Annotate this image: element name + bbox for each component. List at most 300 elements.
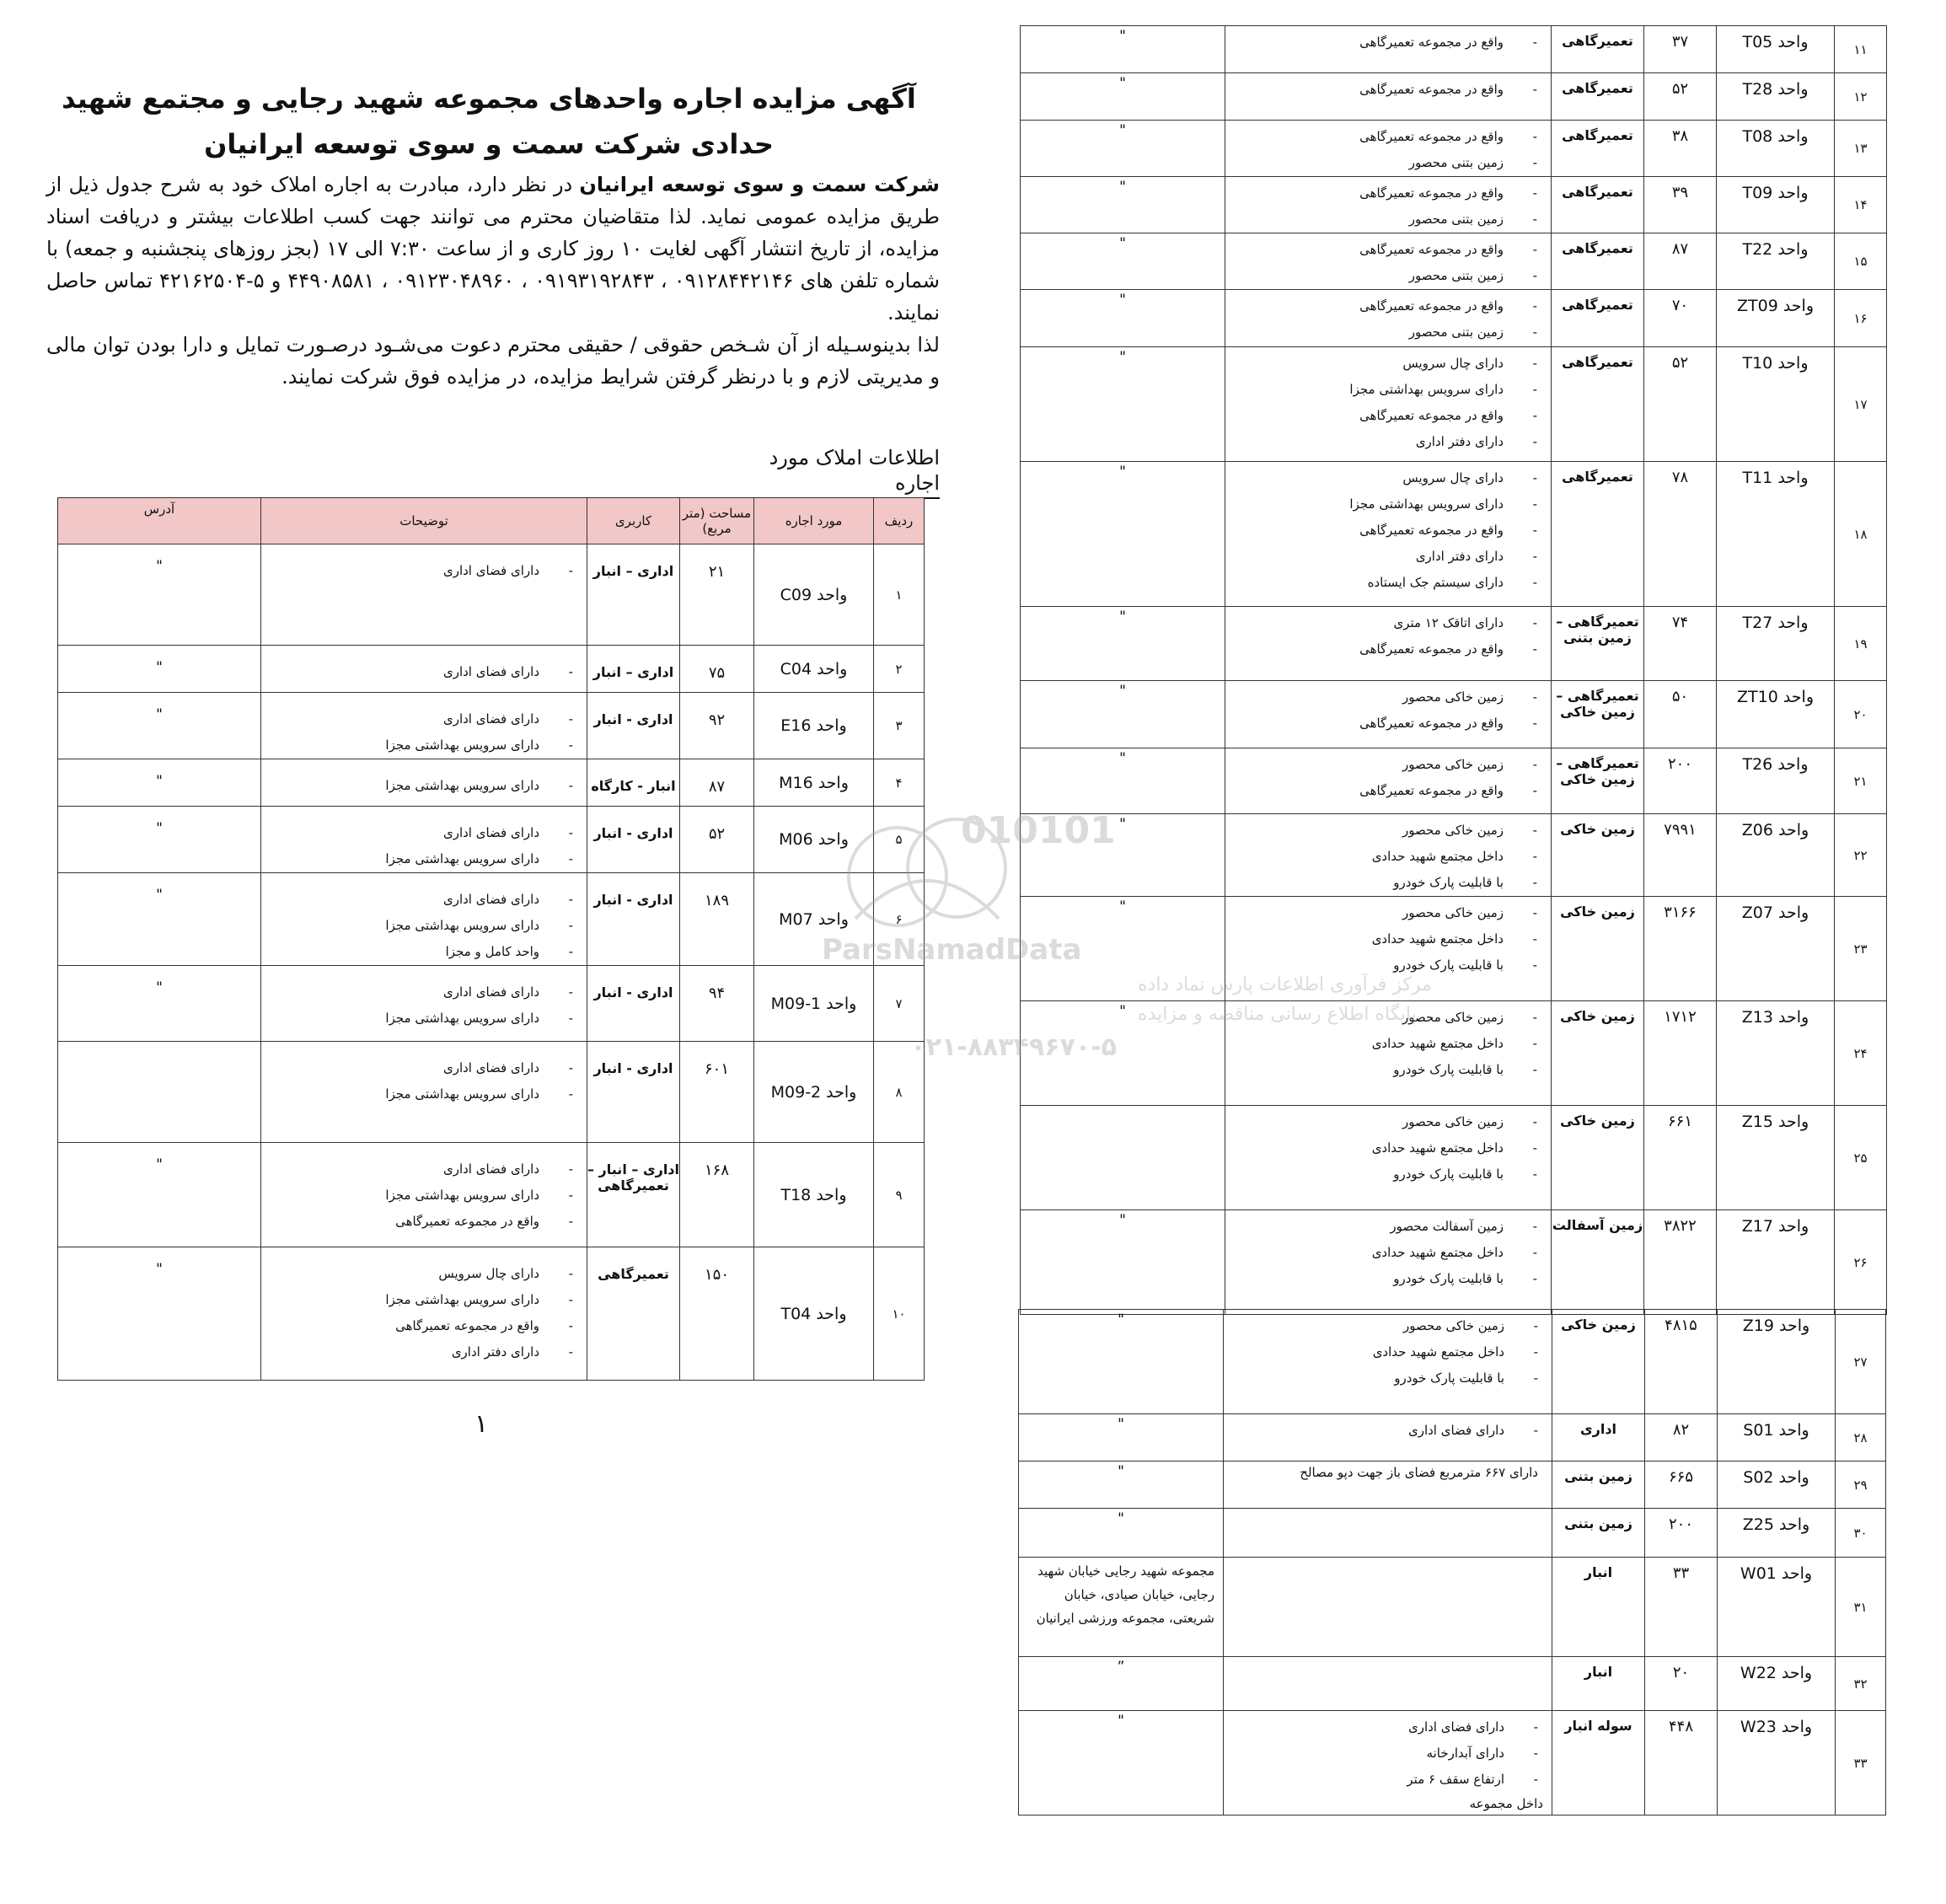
table-row bbox=[1021, 233, 1887, 290]
watermark-phone: ۰۲۱-۸۸۳۴۹۶۷۰-۵ bbox=[910, 1032, 1117, 1062]
unit-address: " bbox=[1021, 347, 1225, 462]
description-item: - زمین خاکی محصور bbox=[1232, 900, 1504, 926]
description-item: - دارای فضای اداری bbox=[268, 706, 539, 732]
notice-intro bbox=[46, 169, 940, 393]
unit-address: " bbox=[1019, 1509, 1224, 1558]
unit-usage: اداری - انبار bbox=[587, 1042, 680, 1143]
unit-usage: اداری bbox=[1552, 1414, 1645, 1462]
rental-unit: واحد T26 bbox=[1717, 748, 1835, 814]
unit-area: ۹۴ bbox=[680, 966, 754, 1042]
unit-area: ۲۱ bbox=[680, 544, 754, 646]
unit-area: ۴۴۸ bbox=[1645, 1711, 1718, 1816]
description-list bbox=[1232, 124, 1504, 176]
unit-description bbox=[1225, 814, 1552, 897]
unit-description bbox=[261, 759, 587, 807]
table-row bbox=[58, 807, 925, 873]
unit-area: ۷۰ bbox=[1644, 290, 1717, 347]
description-list bbox=[1232, 237, 1504, 289]
description-item: - دارای سرویس بهداشتی مجزا bbox=[268, 846, 539, 872]
unit-usage: زمین بتنی bbox=[1552, 1462, 1645, 1509]
unit-description bbox=[1225, 607, 1552, 681]
table-row bbox=[58, 759, 925, 807]
rental-unit: واحد M06 bbox=[754, 807, 874, 873]
description-item: - با قابلیت پارک خودرو bbox=[1232, 1266, 1504, 1292]
row-number: ۱۳ bbox=[1835, 121, 1887, 177]
table-row bbox=[58, 646, 925, 693]
row-number: ۱۵ bbox=[1835, 233, 1887, 290]
property-table-left bbox=[57, 497, 925, 1381]
unit-address: " bbox=[58, 807, 261, 873]
description-item: - دارای دفتر اداری bbox=[1232, 544, 1504, 570]
unit-area: ۸۷ bbox=[1644, 233, 1717, 290]
unit-usage: اداری – انبار – تعمیرگاهی bbox=[587, 1143, 680, 1247]
unit-area: ۵۲ bbox=[1644, 347, 1717, 462]
description-item: - دارای دفتر اداری bbox=[1232, 429, 1504, 455]
row-number: ۲۴ bbox=[1835, 1001, 1887, 1106]
unit-usage: انبار bbox=[1552, 1657, 1645, 1711]
description-list bbox=[268, 706, 539, 759]
description-list bbox=[1232, 77, 1504, 103]
row-number: ۱۰ bbox=[874, 1247, 925, 1381]
row-number: ۲۰ bbox=[1835, 681, 1887, 748]
description-list bbox=[1232, 1005, 1504, 1083]
table-row bbox=[1021, 73, 1887, 121]
description-list bbox=[268, 1055, 539, 1108]
description-item: - واقع در مجموعه تعمیرگاهی bbox=[1232, 518, 1504, 544]
unit-area: ۸۷ bbox=[680, 759, 754, 807]
description-item: - زمین بتنی محصور bbox=[1232, 319, 1504, 346]
description-list bbox=[1230, 1313, 1504, 1392]
row-number: ۲۹ bbox=[1836, 1462, 1886, 1509]
row-number: ۷ bbox=[874, 966, 925, 1042]
unit-description bbox=[1225, 1210, 1552, 1315]
description-list bbox=[1232, 465, 1504, 596]
unit-area: ۲۰۰ bbox=[1645, 1509, 1718, 1558]
description-list bbox=[1232, 610, 1504, 662]
description-list bbox=[1230, 1418, 1504, 1444]
description-item: - زمین بتنی محصور bbox=[1232, 150, 1504, 176]
table-row bbox=[1019, 1657, 1886, 1711]
row-number: ۱۴ bbox=[1835, 177, 1887, 233]
description-item: - زمین خاکی محصور bbox=[1232, 1109, 1504, 1135]
row-number: ۱۱ bbox=[1835, 26, 1887, 73]
description-item: - زمین خاکی محصور bbox=[1232, 818, 1504, 844]
description-item: - دارای فضای اداری bbox=[268, 820, 539, 846]
description-item: - واقع در مجموعه تعمیرگاهی bbox=[268, 1313, 539, 1339]
description-item: - واقع در مجموعه تعمیرگاهی bbox=[1232, 293, 1504, 319]
description-item: - دارای سرویس بهداشتی مجزا bbox=[268, 913, 539, 939]
description-item: - زمین خاکی محصور bbox=[1232, 684, 1504, 711]
description-item: - دارای سرویس بهداشتی مجزا bbox=[268, 1287, 539, 1313]
description-item: - دارای فضای اداری bbox=[1230, 1714, 1504, 1740]
description-item: - زمین خاکی محصور bbox=[1232, 752, 1504, 778]
unit-description bbox=[1225, 1106, 1552, 1210]
unit-area: ۳۹ bbox=[1644, 177, 1717, 233]
description-item: - داخل مجتمع شهید حدادی bbox=[1232, 1240, 1504, 1266]
row-number: ۵ bbox=[874, 807, 925, 873]
rental-unit: واحد Z17 bbox=[1717, 1210, 1835, 1315]
rental-unit: واحد Z15 bbox=[1717, 1106, 1835, 1210]
unit-address: " bbox=[1021, 177, 1225, 233]
unit-address: " bbox=[58, 693, 261, 759]
rental-unit: واحد T28 bbox=[1717, 73, 1835, 121]
table-row bbox=[1021, 290, 1887, 347]
rental-unit: واحد Z13 bbox=[1717, 1001, 1835, 1106]
unit-area: ۳۸ bbox=[1644, 121, 1717, 177]
row-number: ۸ bbox=[874, 1042, 925, 1143]
description-item: - واحد کامل و مجزا bbox=[268, 939, 539, 965]
description-item: - دارای سیستم جک ایستاده bbox=[1232, 570, 1504, 596]
header-area: مساحت (متر مربع) bbox=[680, 498, 754, 544]
unit-description bbox=[1225, 121, 1552, 177]
description-list bbox=[268, 1261, 539, 1365]
unit-address: " bbox=[1021, 73, 1225, 121]
unit-area: ۷۴ bbox=[1644, 607, 1717, 681]
description-item: - دارای فضای اداری bbox=[268, 887, 539, 913]
unit-usage: تعمیرگاهی – زمین خاکی bbox=[1552, 748, 1644, 814]
rental-unit: واحد T18 bbox=[754, 1143, 874, 1247]
unit-description bbox=[1224, 1657, 1552, 1711]
header-item: مورد اجاره bbox=[754, 498, 874, 544]
description-item: - واقع در مجموعه تعمیرگاهی bbox=[1232, 778, 1504, 804]
unit-area: ۷۸ bbox=[1644, 462, 1717, 607]
unit-description bbox=[1225, 73, 1552, 121]
table-row bbox=[58, 1247, 925, 1381]
unit-description bbox=[261, 807, 587, 873]
table-row bbox=[1019, 1509, 1886, 1558]
description-list bbox=[1232, 752, 1504, 804]
row-number: ۲۱ bbox=[1835, 748, 1887, 814]
unit-area: ۱۵۰ bbox=[680, 1247, 754, 1381]
unit-address: " bbox=[1019, 1462, 1224, 1509]
unit-address: " bbox=[1019, 1414, 1224, 1462]
description-item: - داخل مجتمع شهید حدادی bbox=[1232, 844, 1504, 870]
row-number: ۳۲ bbox=[1836, 1657, 1886, 1711]
unit-address: " bbox=[58, 1247, 261, 1381]
watermark-line1: مرکز فرآوری اطلاعات پارس نماد داده bbox=[1138, 974, 1432, 995]
description-list bbox=[1232, 684, 1504, 737]
unit-description bbox=[1224, 1509, 1552, 1558]
table-row bbox=[58, 693, 925, 759]
row-number: ۲ bbox=[874, 646, 925, 693]
description-list bbox=[1232, 1109, 1504, 1188]
unit-area: ۱۶۸ bbox=[680, 1143, 754, 1247]
rental-unit: واحد Z07 bbox=[1717, 897, 1835, 1001]
rental-unit: واحد Z25 bbox=[1718, 1509, 1836, 1558]
rental-unit: واحد ZT09 bbox=[1717, 290, 1835, 347]
rental-unit: واحد T09 bbox=[1717, 177, 1835, 233]
description-item: - دارای فضای اداری bbox=[268, 979, 539, 1006]
description-item: - دارای سرویس بهداشتی مجزا bbox=[268, 1183, 539, 1209]
description-list bbox=[1232, 1214, 1504, 1292]
property-table-right bbox=[1020, 25, 1887, 1315]
row-number: ۲۸ bbox=[1836, 1414, 1886, 1462]
unit-address: " bbox=[58, 873, 261, 966]
unit-usage: تعمیرگاهی bbox=[1552, 462, 1644, 607]
table-row bbox=[1021, 121, 1887, 177]
description-item: - با قابلیت پارک خودرو bbox=[1232, 952, 1504, 979]
table-row bbox=[1021, 347, 1887, 462]
unit-description bbox=[261, 1042, 587, 1143]
unit-description bbox=[261, 966, 587, 1042]
table-row bbox=[1021, 177, 1887, 233]
description-item: - واقع در مجموعه تعمیرگاهی bbox=[268, 1209, 539, 1235]
unit-address: " bbox=[1021, 233, 1225, 290]
unit-description bbox=[261, 646, 587, 693]
unit-area: ۶۶۱ bbox=[1644, 1106, 1717, 1210]
row-number: ۲۲ bbox=[1835, 814, 1887, 897]
unit-usage: زمین خاکی bbox=[1552, 1310, 1645, 1414]
header-address: آدرس bbox=[58, 498, 261, 544]
description-extra: داخل مجموعه bbox=[1469, 1796, 1543, 1811]
description-item: - واقع در مجموعه تعمیرگاهی bbox=[1232, 636, 1504, 662]
rental-unit: واحد M09-2 bbox=[754, 1042, 874, 1143]
unit-area: ۵۰ bbox=[1644, 681, 1717, 748]
row-number: ۶ bbox=[874, 873, 925, 966]
unit-address: " bbox=[1021, 681, 1225, 748]
description-item: - دارای سرویس بهداشتی مجزا bbox=[268, 1006, 539, 1032]
description-list bbox=[268, 659, 539, 685]
unit-area: ۱۷۱۲ bbox=[1644, 1001, 1717, 1106]
table-row bbox=[1019, 1414, 1886, 1462]
unit-description bbox=[261, 693, 587, 759]
unit-description bbox=[1225, 897, 1552, 1001]
unit-description bbox=[1224, 1462, 1552, 1509]
table-row bbox=[1021, 681, 1887, 748]
unit-description bbox=[1225, 1001, 1552, 1106]
unit-usage: اداری – انبار bbox=[587, 646, 680, 693]
description-item: - واقع در مجموعه تعمیرگاهی bbox=[1232, 237, 1504, 263]
rental-unit: واحد T05 bbox=[1717, 26, 1835, 73]
unit-address: " bbox=[1019, 1711, 1224, 1816]
unit-usage: اداری - انبار bbox=[587, 873, 680, 966]
notice-title: آگهی مزایده اجاره واحدهای مجموعه شهید رجایی و مجتمع شهید حدادی شرکت سمت و سوی توسعه ایرانیان bbox=[62, 83, 916, 160]
description-item: - دارای سرویس بهداشتی مجزا bbox=[268, 1081, 539, 1108]
unit-usage: سوله انبار bbox=[1552, 1711, 1645, 1816]
row-number: ۱۸ bbox=[1835, 462, 1887, 607]
row-number: ۳ bbox=[874, 693, 925, 759]
unit-area: ۳۳ bbox=[1645, 1558, 1718, 1657]
unit-usage: تعمیرگاهی bbox=[1552, 233, 1644, 290]
intro-company: شرکت سمت و سوی توسعه ایرانیان bbox=[579, 173, 940, 196]
description-item: - واقع در مجموعه تعمیرگاهی bbox=[1232, 29, 1504, 56]
description-list bbox=[268, 773, 539, 799]
unit-usage: تعمیرگاهی bbox=[1552, 290, 1644, 347]
row-number: ۲۳ bbox=[1835, 897, 1887, 1001]
unit-address: " bbox=[1021, 1001, 1225, 1106]
description-item: - زمین بتنی محصور bbox=[1232, 206, 1504, 233]
unit-usage: زمین خاکی bbox=[1552, 1001, 1644, 1106]
unit-description bbox=[261, 873, 587, 966]
description-item: - با قابلیت پارک خودرو bbox=[1232, 1057, 1504, 1083]
table-row bbox=[1019, 1558, 1886, 1657]
table-header-row bbox=[58, 498, 925, 544]
unit-address: " bbox=[58, 646, 261, 693]
unit-address: ” bbox=[1019, 1657, 1224, 1711]
unit-area: ۱۸۹ bbox=[680, 873, 754, 966]
unit-address: مجموعه شهید رجایی خیابان شهید رجایی، خیابان صیادی، خیابان شریعتی، مجموعه ورزشی ایرانیان bbox=[1019, 1558, 1224, 1657]
rental-unit: واحد W23 bbox=[1718, 1711, 1836, 1816]
rental-unit: واحد Z19 bbox=[1718, 1310, 1836, 1414]
description-item: - زمین خاکی محصور bbox=[1230, 1313, 1504, 1339]
description-item: - دارای سرویس بهداشتی مجزا bbox=[268, 773, 539, 799]
description-list bbox=[1232, 29, 1504, 56]
table-row bbox=[1021, 26, 1887, 73]
unit-address: " bbox=[1021, 26, 1225, 73]
unit-usage: تعمیرگاهی bbox=[1552, 26, 1644, 73]
table-row bbox=[1021, 1106, 1887, 1210]
table-row bbox=[1019, 1462, 1886, 1509]
unit-usage: انبار - کارگاه bbox=[587, 759, 680, 807]
description-list bbox=[268, 979, 539, 1032]
description-item: - داخل مجتمع شهید حدادی bbox=[1232, 1135, 1504, 1161]
unit-area: ۲۰ bbox=[1645, 1657, 1718, 1711]
row-number: ۱۷ bbox=[1835, 347, 1887, 462]
description-list bbox=[1232, 180, 1504, 233]
description-item: - دارای اتاقک ۱۲ متری bbox=[1232, 610, 1504, 636]
description-item: - دارای چال سرویس bbox=[1232, 351, 1504, 377]
rental-unit: واحد T04 bbox=[754, 1247, 874, 1381]
description-text: دارای ۶۶۷ مترمربع فضای باز جهت دپو مصالح bbox=[1300, 1465, 1538, 1480]
watermark-line2: پایگاه اطلاع رسانی مناقصه و مزایده bbox=[1138, 1004, 1417, 1025]
unit-area: ۳۷ bbox=[1644, 26, 1717, 73]
description-item: - داخل مجتمع شهید حدادی bbox=[1230, 1339, 1504, 1365]
table-row bbox=[58, 873, 925, 966]
description-list bbox=[268, 1156, 539, 1235]
table-row bbox=[1021, 607, 1887, 681]
unit-area: ۹۲ bbox=[680, 693, 754, 759]
row-number: ۲۵ bbox=[1835, 1106, 1887, 1210]
unit-area: ۶۰۱ bbox=[680, 1042, 754, 1143]
description-list bbox=[268, 820, 539, 872]
table-row bbox=[1021, 1001, 1887, 1106]
rental-unit: واحد S02 bbox=[1718, 1462, 1836, 1509]
unit-usage: اداری - انبار bbox=[587, 966, 680, 1042]
unit-area: ۵۲ bbox=[680, 807, 754, 873]
description-item: - داخل مجتمع شهید حدادی bbox=[1232, 926, 1504, 952]
unit-address: " bbox=[58, 1143, 261, 1247]
rental-unit: واحد M16 bbox=[754, 759, 874, 807]
row-number: ۳۰ bbox=[1836, 1509, 1886, 1558]
unit-address: " bbox=[1021, 290, 1225, 347]
unit-description bbox=[1225, 233, 1552, 290]
unit-description bbox=[1224, 1414, 1552, 1462]
description-list bbox=[268, 887, 539, 965]
description-item: - دارای سرویس بهداشتی مجزا bbox=[1232, 377, 1504, 403]
header-description: توضیحات bbox=[261, 498, 587, 544]
unit-usage: زمین خاکی bbox=[1552, 1106, 1644, 1210]
unit-address: " bbox=[1021, 462, 1225, 607]
unit-area: ۴۸۱۵ bbox=[1645, 1310, 1718, 1414]
rental-unit: واحد M07 bbox=[754, 873, 874, 966]
description-list bbox=[1232, 293, 1504, 346]
unit-description bbox=[1224, 1558, 1552, 1657]
unit-area: ۳۸۲۲ bbox=[1644, 1210, 1717, 1315]
rental-unit: واحد T11 bbox=[1717, 462, 1835, 607]
table-row bbox=[58, 1042, 925, 1143]
row-number: ۱۹ bbox=[1835, 607, 1887, 681]
unit-usage: زمین خاکی bbox=[1552, 814, 1644, 897]
unit-address: " bbox=[1019, 1310, 1224, 1414]
unit-description bbox=[1225, 748, 1552, 814]
description-item: - واقع در مجموعه تعمیرگاهی bbox=[1232, 403, 1504, 429]
description-item: - با قابلیت پارک خودرو bbox=[1232, 870, 1504, 896]
unit-area: ۷۵ bbox=[680, 646, 754, 693]
unit-address: " bbox=[1021, 607, 1225, 681]
unit-address bbox=[1021, 1106, 1225, 1210]
description-item: - دارای سرویس بهداشتی مجزا bbox=[268, 732, 539, 759]
table-row bbox=[58, 966, 925, 1042]
description-item: - واقع در مجموعه تعمیرگاهی bbox=[1232, 711, 1504, 737]
row-number: ۳۱ bbox=[1836, 1558, 1886, 1657]
rental-unit: واحد Z06 bbox=[1717, 814, 1835, 897]
rental-unit: واحد S01 bbox=[1718, 1414, 1836, 1462]
description-item: - واقع در مجموعه تعمیرگاهی bbox=[1232, 77, 1504, 103]
watermark-brand: ParsNamadData bbox=[822, 933, 1082, 967]
description-item: - واقع در مجموعه تعمیرگاهی bbox=[1232, 124, 1504, 150]
header-row: ردیف bbox=[874, 498, 925, 544]
unit-description bbox=[1225, 681, 1552, 748]
unit-usage: زمین آسفالت bbox=[1552, 1210, 1644, 1315]
row-number: ۲۷ bbox=[1836, 1310, 1886, 1414]
unit-description bbox=[1225, 462, 1552, 607]
unit-usage: انبار bbox=[1552, 1558, 1645, 1657]
unit-usage: تعمیرگاهی bbox=[1552, 121, 1644, 177]
rental-unit: واحد W01 bbox=[1718, 1558, 1836, 1657]
unit-usage: تعمیرگاهی bbox=[587, 1247, 680, 1381]
description-item: - زمین بتنی محصور bbox=[1232, 263, 1504, 289]
unit-address: " bbox=[1021, 897, 1225, 1001]
property-table-continued bbox=[1018, 1309, 1886, 1816]
rental-unit: واحد E16 bbox=[754, 693, 874, 759]
unit-usage: اداری – انبار bbox=[587, 544, 680, 646]
rental-unit: واحد T22 bbox=[1717, 233, 1835, 290]
description-item: - با قابلیت پارک خودرو bbox=[1230, 1365, 1504, 1392]
unit-address: " bbox=[1021, 1210, 1225, 1315]
unit-usage: اداری - انبار bbox=[587, 807, 680, 873]
description-item: - دارای چال سرویس bbox=[268, 1261, 539, 1287]
row-number: ۲۶ bbox=[1835, 1210, 1887, 1315]
table-row bbox=[1021, 748, 1887, 814]
row-number: ۱۶ bbox=[1835, 290, 1887, 347]
description-list bbox=[268, 558, 539, 584]
rental-unit: واحد T27 bbox=[1717, 607, 1835, 681]
rental-unit: واحد W22 bbox=[1718, 1657, 1836, 1711]
description-list bbox=[1232, 818, 1504, 896]
unit-area: ۵۲ bbox=[1644, 73, 1717, 121]
unit-description bbox=[1225, 26, 1552, 73]
description-list bbox=[1232, 900, 1504, 979]
rental-unit: واحد M09-1 bbox=[754, 966, 874, 1042]
unit-description bbox=[1225, 347, 1552, 462]
table-row bbox=[1021, 1210, 1887, 1315]
unit-description bbox=[1224, 1711, 1552, 1816]
description-item: - دارای سرویس بهداشتی مجزا bbox=[1232, 491, 1504, 518]
unit-usage: تعمیرگاهی bbox=[1552, 177, 1644, 233]
unit-usage: تعمیرگاهی bbox=[1552, 73, 1644, 121]
description-item: - دارای چال سرویس bbox=[1232, 465, 1504, 491]
page-number: ۱ bbox=[474, 1409, 489, 1439]
watermark-digits: 010101 bbox=[961, 809, 1116, 852]
description-item: - دارای فضای اداری bbox=[268, 558, 539, 584]
table-row bbox=[1021, 897, 1887, 1001]
unit-address: " bbox=[58, 966, 261, 1042]
table-row bbox=[1019, 1711, 1886, 1816]
description-item: - دارای آبدارخانه bbox=[1230, 1740, 1504, 1767]
rental-unit: واحد T08 bbox=[1717, 121, 1835, 177]
unit-area: ۶۶۵ bbox=[1645, 1462, 1718, 1509]
description-list bbox=[1230, 1714, 1504, 1793]
